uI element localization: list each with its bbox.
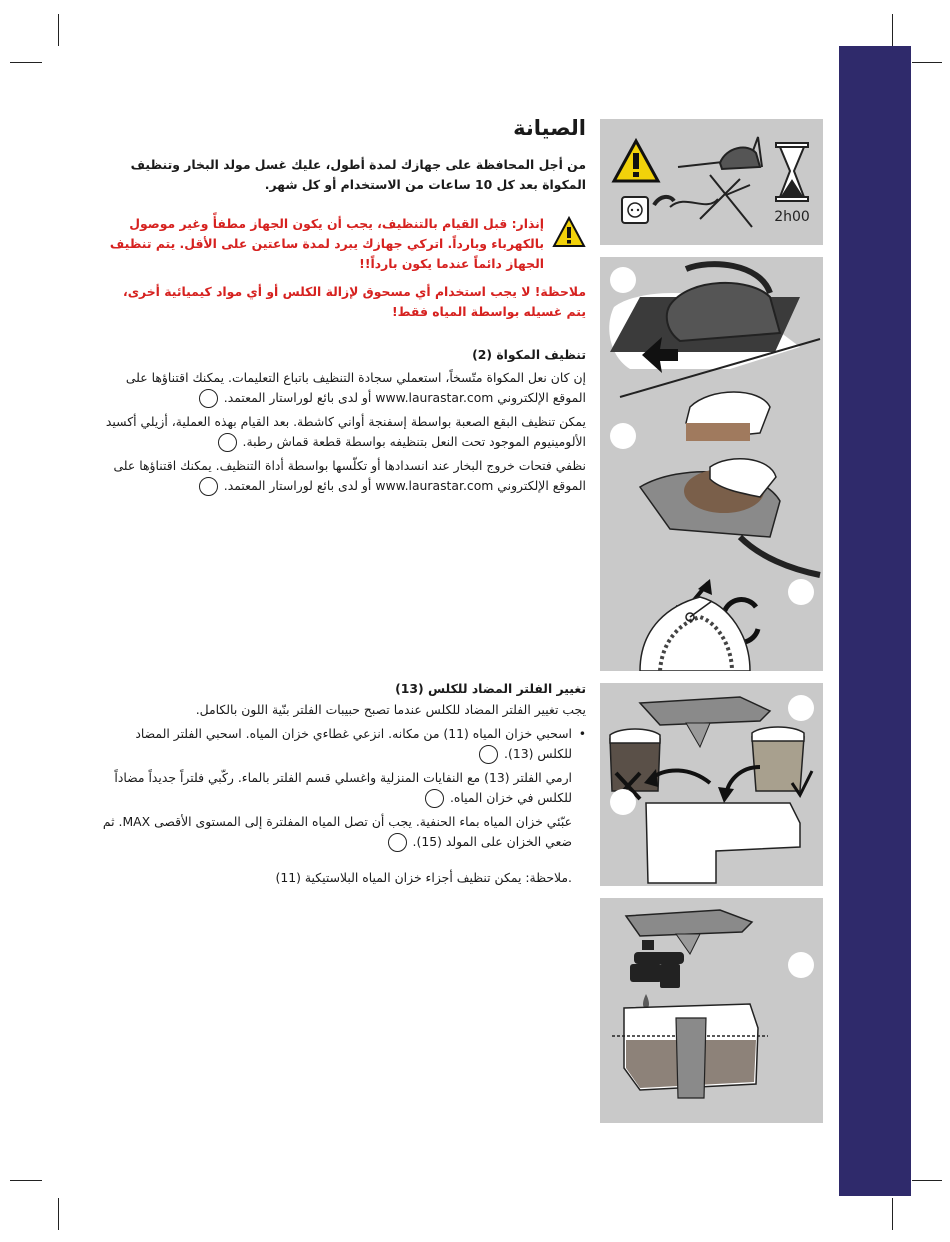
- unplug-arrow-icon: [654, 197, 674, 205]
- new-filter: [752, 727, 812, 795]
- old-filter: [610, 729, 660, 799]
- intro-text: من أجل المحافظة على جهازك لمدة أطول، عليك غسل مولد البخار وتنظيف المكواة بعد كل 10 ساعات من الاستخدام أو كل شهر.: [130, 157, 586, 192]
- tank-lid: [640, 697, 770, 725]
- timer-label: 2h00: [774, 209, 810, 225]
- figure-ref-circle: [425, 789, 444, 808]
- bullet-dot: •: [578, 726, 586, 741]
- filter-heading: تغيير الفلتر المضاد للكلس (13): [395, 681, 586, 696]
- red-note: ملاحظة! لا يجب استخدام أي مسحوق لإزالة الكلس أو أي مواد كيميائية أخرى، يتم غسيله بواسطة المياه فقط!: [122, 284, 586, 319]
- iron-paragraph-3: [102, 456, 586, 496]
- iron-paragraph-2-text: يمكن تنظيف البقع الصعبة بواسطة إسفنجة أواني كاشطة. بعد القيام بهذه العملية، أزيلي أكسيد الألومينيوم الموجود تحت النعل بتنظيفه بواسطة قطعة قماش رطبة.: [105, 414, 586, 449]
- iron-stand-illustration: [670, 137, 762, 227]
- filter-note: .ملاحظة: يمكن تنظيف أجزاء خزان المياه البلاستيكية (11): [275, 870, 572, 885]
- wall-socket-icon: [622, 197, 648, 223]
- figure-ref-circle: [479, 745, 498, 764]
- water-tap-icon: [630, 940, 684, 988]
- step-number-circle: [788, 579, 814, 605]
- figure-panel-warning: [600, 119, 823, 245]
- iron-illustration: [667, 283, 780, 341]
- filter-step-2: [102, 768, 586, 808]
- figure-ref-circle: [388, 833, 407, 852]
- warning-text: إنذار: قبل القيام بالتنظيف، يجب أن يكون الجهاز مطفأً وغير موصول بالكهرباء وبارداً. اتركي جهازك يبرد لمدة ساعتين على الأقل. يتم تنظيف الجهاز دائماً عندما يكون بارداً!!: [109, 216, 544, 271]
- step-number-circle: [788, 952, 814, 978]
- step-number-circle: [788, 695, 814, 721]
- figure-panel-filter: [600, 683, 823, 886]
- crop-mark: [10, 62, 42, 63]
- hourglass-icon: [776, 143, 808, 201]
- filter-step-1: [102, 724, 586, 764]
- filter-step-2-text: ارمي الفلتر (13) مع النفايات المنزلية واغسلي قسم الفلتر بالماء. ركّبي فلتراً جديداً مضاداً للكلس في خزان المياه.: [114, 770, 572, 805]
- figure-panel-refill: [600, 898, 823, 1123]
- tank-lid: [626, 910, 752, 936]
- iron-paragraph-1: [102, 368, 586, 408]
- warning-block: [102, 214, 586, 271]
- warning-triangle-icon: [614, 141, 658, 181]
- crop-mark: [58, 14, 59, 46]
- figure-ref-circle: [218, 433, 237, 452]
- crop-mark: [892, 1198, 893, 1230]
- figure-panel-iron-cleaning: [600, 257, 823, 671]
- water-drop: [643, 994, 649, 1008]
- filter-step-1-text: اسحبي خزان المياه (11) من مكانه. انزعي غطاءي خزان المياه. اسحبي الفلتر المضاد للكلس (13).: [135, 726, 572, 761]
- figure-ref-circle: [199, 389, 218, 408]
- step-number-circle: [610, 423, 636, 449]
- iron-heading: تنظيف المكواة (2): [472, 347, 586, 362]
- crop-mark: [892, 14, 893, 46]
- step-number-circle: [610, 789, 636, 815]
- crop-mark: [10, 1180, 42, 1181]
- filter-step-3: [102, 812, 586, 852]
- iron-paragraph-3-text: نظفي فتحات خروج البخار عند انسدادها أو تكلّسها بواسطة أداة التنظيف. يمكنك اقتناؤها على الموقع الإلكتروني www.laurastar.com أو لدى بائع لوراستار المعتمد.: [113, 458, 586, 493]
- iron-paragraph-2: [102, 412, 586, 452]
- filter-intro: يجب تغيير الفلتر المضاد للكلس عندما تصبح حبيبات الفلتر بنّية اللون بالكامل.: [195, 702, 586, 717]
- crop-mark: [912, 1180, 942, 1181]
- iron-paragraph-1-text: إن كان نعل المكواة متّسخاً، استعملي سجادة التنظيف باتباع التعليمات. يمكنك اقتناؤها على الموقع الإلكتروني www.laurastar.com أو لدى بائع لوراستار المعتمد.: [125, 370, 586, 405]
- filter-step-3-text: عبّئي خزان المياه بماء الحنفية. يجب أن تصل المياه المفلترة إلى المستوى الأقصى MAX. ثم ضعي الخزان على المولد (15).: [102, 814, 572, 849]
- crop-mark: [58, 1198, 59, 1230]
- step-number-circle: [610, 267, 636, 293]
- chapter-sidebar: [839, 46, 911, 1196]
- page-title: الصيانة: [513, 116, 586, 140]
- soleplate-view: [640, 597, 750, 671]
- filter-section: [102, 681, 586, 888]
- crop-mark: [912, 62, 942, 63]
- filter-cartridge: [676, 1018, 706, 1098]
- warning-triangle-icon: [552, 216, 586, 248]
- iron-section: [102, 347, 586, 496]
- rotate-arrows-icon: [724, 600, 756, 613]
- water-tank: [646, 803, 800, 883]
- figure-ref-circle: [199, 477, 218, 496]
